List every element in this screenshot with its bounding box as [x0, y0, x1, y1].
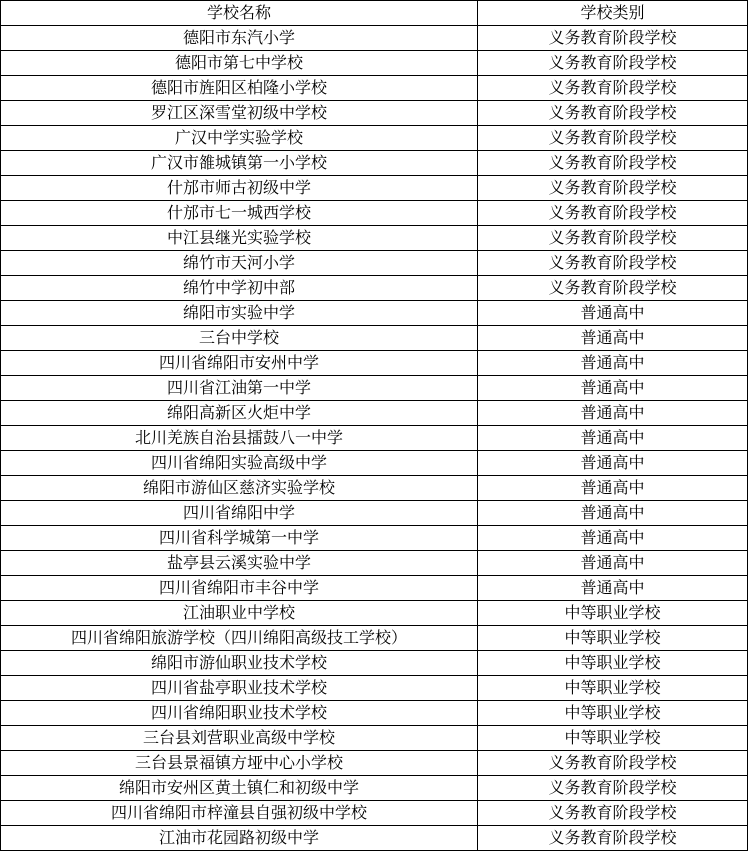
school-name-cell: 江油市花园路初级中学 [1, 826, 478, 851]
school-category-cell: 普通高中 [478, 451, 748, 476]
table-row [1, 801, 748, 826]
school-category-cell: 义务教育阶段学校 [478, 226, 748, 251]
table-row [1, 326, 748, 351]
table-row [1, 726, 748, 751]
table-row [1, 776, 748, 801]
school-name-cell: 四川省江油第一中学 [1, 376, 478, 401]
table-row [1, 526, 748, 551]
school-category-cell: 普通高中 [478, 426, 748, 451]
school-category-cell: 中等职业学校 [478, 676, 748, 701]
table-row [1, 201, 748, 226]
school-name-cell: 四川省科学城第一中学 [1, 526, 478, 551]
school-name-cell: 北川羌族自治县擂鼓八一中学 [1, 426, 478, 451]
school-category-cell: 普通高中 [478, 476, 748, 501]
table-row [1, 226, 748, 251]
school-name-cell: 绵阳高新区火炬中学 [1, 401, 478, 426]
school-category-cell: 义务教育阶段学校 [478, 51, 748, 76]
school-name-cell: 四川省绵阳实验高级中学 [1, 451, 478, 476]
school-category-cell: 义务教育阶段学校 [478, 251, 748, 276]
table-row [1, 151, 748, 176]
school-name-cell: 绵阳市实验中学 [1, 301, 478, 326]
school-category-cell: 义务教育阶段学校 [478, 101, 748, 126]
school-category-cell: 普通高中 [478, 326, 748, 351]
school-category-cell: 普通高中 [478, 401, 748, 426]
table-row [1, 26, 748, 51]
school-name-cell: 德阳市第七中学校 [1, 51, 478, 76]
table-row [1, 401, 748, 426]
school-name-cell: 四川省绵阳市安州中学 [1, 351, 478, 376]
school-category-cell: 普通高中 [478, 376, 748, 401]
header-school-name: 学校名称 [1, 1, 478, 26]
school-name-cell: 盐亭县云溪实验中学 [1, 551, 478, 576]
school-name-cell: 四川省盐亭职业技术学校 [1, 676, 478, 701]
table-row [1, 451, 748, 476]
school-name-cell: 中江县继光实验学校 [1, 226, 478, 251]
table-row [1, 51, 748, 76]
school-category-cell: 义务教育阶段学校 [478, 776, 748, 801]
school-name-cell: 四川省绵阳职业技术学校 [1, 701, 478, 726]
school-category-cell: 义务教育阶段学校 [478, 276, 748, 301]
table-row [1, 576, 748, 601]
table-row [1, 501, 748, 526]
school-name-cell: 绵竹中学初中部 [1, 276, 478, 301]
school-name-cell: 江油职业中学校 [1, 601, 478, 626]
school-name-cell: 罗江区深雪堂初级中学校 [1, 101, 478, 126]
table-row [1, 701, 748, 726]
table-row [1, 626, 748, 651]
school-name-cell: 四川省绵阳中学 [1, 501, 478, 526]
school-name-cell: 四川省绵阳旅游学校（四川绵阳高级技工学校） [1, 626, 478, 651]
table-row [1, 551, 748, 576]
school-category-cell: 中等职业学校 [478, 601, 748, 626]
school-category-cell: 中等职业学校 [478, 701, 748, 726]
header-school-category: 学校类别 [478, 1, 748, 26]
table-row [1, 276, 748, 301]
school-category-cell: 义务教育阶段学校 [478, 151, 748, 176]
school-category-cell: 义务教育阶段学校 [478, 801, 748, 826]
school-name-cell: 三台县景福镇方垭中心小学校 [1, 751, 478, 776]
table-row [1, 351, 748, 376]
table-row [1, 301, 748, 326]
table-row [1, 476, 748, 501]
table-row [1, 176, 748, 201]
school-category-cell: 义务教育阶段学校 [478, 826, 748, 851]
school-category-cell: 义务教育阶段学校 [478, 76, 748, 101]
school-category-cell: 义务教育阶段学校 [478, 126, 748, 151]
school-category-cell: 普通高中 [478, 351, 748, 376]
school-name-cell: 绵阳市安州区黄土镇仁和初级中学 [1, 776, 478, 801]
school-name-cell: 广汉中学实验学校 [1, 126, 478, 151]
school-category-cell: 普通高中 [478, 501, 748, 526]
school-category-cell: 义务教育阶段学校 [478, 26, 748, 51]
school-category-cell: 普通高中 [478, 526, 748, 551]
school-category-cell: 普通高中 [478, 551, 748, 576]
school-name-cell: 四川省绵阳市梓潼县自强初级中学校 [1, 801, 478, 826]
table-row [1, 651, 748, 676]
school-name-cell: 德阳市旌阳区柏隆小学校 [1, 76, 478, 101]
school-category-cell: 中等职业学校 [478, 651, 748, 676]
school-category-cell: 义务教育阶段学校 [478, 176, 748, 201]
table-row [1, 376, 748, 401]
table-row [1, 601, 748, 626]
table-row [1, 126, 748, 151]
school-name-cell: 什邡市七一城西学校 [1, 201, 478, 226]
table-row [1, 251, 748, 276]
table-row [1, 426, 748, 451]
table-row [1, 76, 748, 101]
school-category-cell: 普通高中 [478, 301, 748, 326]
school-name-cell: 什邡市师古初级中学 [1, 176, 478, 201]
school-category-cell: 义务教育阶段学校 [478, 751, 748, 776]
school-category-cell: 义务教育阶段学校 [478, 201, 748, 226]
table-row [1, 101, 748, 126]
school-category-cell: 中等职业学校 [478, 726, 748, 751]
school-name-cell: 广汉市雒城镇第一小学校 [1, 151, 478, 176]
table-row [1, 676, 748, 701]
school-name-cell: 绵阳市游仙区慈济实验学校 [1, 476, 478, 501]
school-name-cell: 三台中学校 [1, 326, 478, 351]
school-name-cell: 德阳市东汽小学 [1, 26, 478, 51]
school-name-cell: 绵阳市游仙职业技术学校 [1, 651, 478, 676]
table-body [1, 26, 748, 851]
school-name-cell: 四川省绵阳市丰谷中学 [1, 576, 478, 601]
school-name-cell: 绵竹市天河小学 [1, 251, 478, 276]
table-row [1, 751, 748, 776]
school-category-cell: 普通高中 [478, 576, 748, 601]
school-name-cell: 三台县刘营职业高级中学校 [1, 726, 478, 751]
school-category-cell: 中等职业学校 [478, 626, 748, 651]
header-row [1, 1, 748, 26]
table-row [1, 826, 748, 851]
